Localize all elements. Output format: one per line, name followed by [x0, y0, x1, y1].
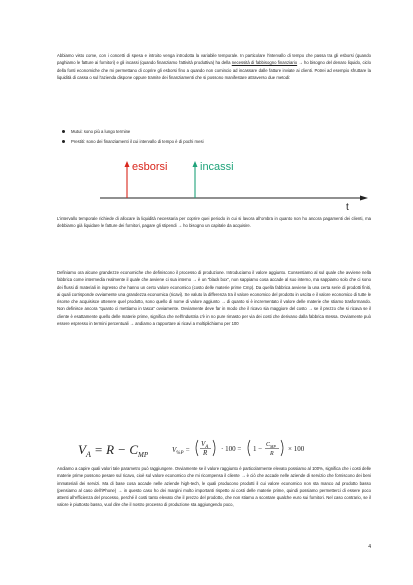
formula-value-added: $V_A = R - C_{MP}$ — [78, 442, 149, 459]
incassi-arrowhead — [193, 161, 198, 167]
incassi-label: incassi — [200, 161, 234, 173]
underlined-term: necessità di fabbisogno finanziario — [231, 60, 298, 66]
time-axis-label: t — [346, 202, 349, 210]
paragraph-text: Abbiamo visto come, con i concetti di spesa e introito venga introdotta la variabile temporale. In particolare l'intervallo di tempo che passa tra gli esborsi (quando paghiamo le fatture ai fornitori) e gli incassi (quando finanziamo l'attività produttiva) ha della — [57, 53, 371, 66]
esborsi-label: esborsi — [132, 161, 168, 173]
esborsi-arrowhead — [125, 161, 130, 167]
formula-middle: · 100 = — [221, 445, 242, 453]
page-number: 4 — [368, 544, 371, 550]
bullet-prestiti: Prestiti: sono dei finanziamenti il cui intervallo di tempo è di pochi mesi — [62, 137, 204, 147]
time-axis-arrowhead — [360, 196, 368, 201]
left-paren — [196, 440, 198, 456]
paragraph-text: → ho bisogno del denaro liquido, ciclo della fonti economiche che mi permettano di coprire gli esborsi fino a quando non comincio ad incassare dalle fatture inviate ai clienti. Potrei ad esempio sfruttare la liquidità di cassa o sul l'azienda dispone oppure tramite dei finanziamenti che si possono manifestare attraverso due metodi: — [57, 60, 371, 80]
right-paren-2 — [281, 440, 283, 456]
cashflow-timeline-diagram — [100, 150, 370, 210]
paragraph-financial-need — [57, 52, 371, 81]
left-paren-2 — [248, 440, 250, 456]
formula-percent-label: $V_{\%P}$ = — [172, 446, 190, 456]
fraction-numerator: $V_A$ — [201, 440, 209, 450]
value-added-formulas — [70, 432, 370, 464]
formula-tail: × 100 — [288, 445, 305, 453]
fraction2-denominator: R — [270, 451, 274, 457]
paragraph-liquidity: L'intervallo temporale richiede di allocare la liquidità necessaria per coprire quei periodo in cui si lavora all'ombra in quanto non ho ancora pagamenti dei clienti, ma debbiamo già liquidare le fatture dei fornitori, pagare gli stipendi → ho bisogno un capitale da acquisire. — [57, 216, 371, 229]
formula-one-minus: 1 − — [253, 445, 263, 453]
bullet-mutui: Mutui: sono più a lungo termine — [62, 127, 204, 137]
fraction2-numerator: $C_{MP}$ — [266, 442, 276, 449]
right-paren — [213, 440, 215, 456]
fraction-denominator: R — [203, 449, 208, 457]
financing-methods-list — [62, 127, 204, 147]
paragraph-value-range: Andiamo a capire quali valori tale parametro può raggiungere. Ovviamente se il valore raggiunto è particolarmente elevato possiamo al 100%, significa che i costi delle materie prime possono pesare sul ricavo, cioè sul valore economico che mi ricompensa il cliente → è ciò che accade nelle aziende di servizio che forniscono dei beni immateriali dei servizi. Ma di base cosa accade nelle aziende high-tech, le quali producono prodotti il cui valore economico non sta manco ad prodotto basso (pensiamo al caso dell'iPhone) → in questo caso ho dei margini molto importanti rispetto ai costi delle materie prime, quindi possiamo permetterci di essere poco attenti all'efficienza del processo, perché il costi tanto elevato che il prezzo del prodotto, che non stiamo a scontare qualche euro sui fornitori. Nel caso contrario, se il valore è piuttosto basso, vuol dire che il nostro processo di produzione sta aggiungendo poco, — [57, 466, 371, 508]
paragraph-value-added: Definiamo ora alcune grandezze economiche che definiscono il processo di produzione. Introduciamo il valore aggiunto. Consentiamo al sul quale che avviene nella fabbrica come intermedia realmente il quale che avviene ci sua interno → è un "black box", non sappiamo cosa accade al suo interno, ma sappiamo solo che ci sono dei flussi di materiali in ingresso che hanno un certo valore economico (costo delle materie prime Cmp). Da quella fabbrica avviene la una certa serie di prodotti finiti, ai quali corrisponde ovviamente una grandezza economica (ricavi). Se valuto la differenza tra il valore economico del prodotto in uscita e il valore economico di tutte le risorse che acquisisce ottenere quel prodotto, sono quello di nome di valore aggiunto → di quanto si è incrementato il valore delle materie che stiamo trasformando. Non definisce ancora "quanto ci mettiamo in tasca" ovviamente. Ovviamente deve far in modo che il ricavo sia maggiore del costo → se il prezzo che si ricava se il cliente è esattamente quello delle materie prime, significa che nell'industria c'è in no pure rimasto per via dei costi che derivano dalla fabbrica stessa. Ovviamente può essere espresso in termini percentuali → andiamo a rapportare ai ricavi a moltiplichiamo per 100 — [57, 270, 371, 326]
